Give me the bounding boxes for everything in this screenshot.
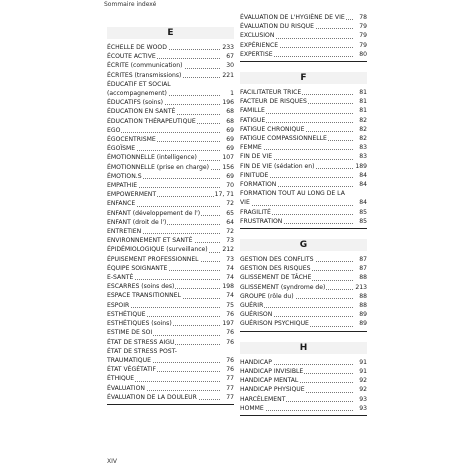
index-entry	[240, 358, 367, 367]
index-entry	[240, 13, 367, 22]
index-term: EGO	[107, 126, 121, 134]
index-entry	[107, 227, 234, 236]
index-entry	[107, 190, 234, 199]
index-term: EMPATHIE	[107, 182, 138, 190]
index-term: ÉVALUATION	[107, 384, 145, 392]
index-entry	[240, 208, 367, 217]
page-reference: 87	[359, 256, 367, 264]
index-term: ÉTAT DE STRESS AIGU	[107, 338, 175, 346]
page-reference: 92	[359, 386, 367, 394]
index-term: ÉCHELLE DE WOOD	[107, 44, 167, 51]
index-entry	[107, 80, 234, 98]
page-reference: 84	[359, 199, 367, 207]
index-entry	[240, 273, 367, 282]
index-entry	[107, 374, 234, 383]
page-reference: 69	[226, 172, 234, 180]
index-entry	[107, 384, 234, 393]
index-term: ESTHÉTIQUE	[107, 310, 146, 318]
index-term: FORMATION	[240, 181, 277, 189]
page-reference: 76	[226, 356, 234, 364]
index-column-right	[240, 13, 367, 416]
index-term: ENFANT (droit de l')	[107, 218, 167, 226]
index-term: HANDICAP INVISIBLE	[240, 367, 304, 375]
index-entry	[240, 134, 367, 143]
index-term: ÉTHIQUE	[107, 375, 135, 383]
index-term: ESTIME DE SOI	[107, 329, 153, 337]
page-reference: 68	[226, 117, 234, 125]
page-reference: 69	[226, 145, 234, 153]
index-entry	[107, 181, 234, 190]
page-reference: 197	[222, 320, 234, 328]
page-reference: 85	[359, 208, 367, 216]
index-entry	[240, 319, 367, 328]
index-term: ÉVALUATION DE LA DOULEUR	[107, 393, 197, 401]
index-entry	[240, 162, 367, 171]
index-term: E-SANTÉ	[107, 274, 134, 282]
index-entry	[240, 125, 367, 134]
letter-heading-e: E	[107, 27, 234, 39]
index-term: FAMILLE	[240, 107, 265, 115]
page-reference: 73	[226, 255, 234, 263]
index-entry	[240, 189, 367, 207]
index-entry	[107, 98, 234, 107]
page-reference: 212	[222, 246, 234, 254]
page-reference: 64	[226, 218, 234, 226]
page-reference: 76	[226, 366, 234, 374]
page-reference: 89	[359, 311, 367, 319]
page-reference: 213	[355, 283, 367, 291]
section-gap	[240, 229, 367, 239]
entry-list-e	[107, 43, 234, 405]
index-term: ÉVALUATION DE L'HYGIÈNE DE VIE	[240, 14, 345, 21]
page-reference: 67	[226, 53, 234, 61]
page-reference: 17, 71	[214, 191, 234, 199]
index-term: ÉVALUATION DU RISQUE	[240, 23, 314, 31]
index-term: ÉTAT VÉGÉTATIF	[107, 366, 157, 374]
dot-leader	[240, 205, 353, 206]
page-reference: 76	[226, 310, 234, 318]
index-term: FEMME	[240, 144, 262, 152]
index-entry	[107, 236, 234, 245]
index-section	[240, 62, 367, 229]
index-term: HOMME	[240, 404, 264, 412]
index-term: ÉPIDÉMIOLOGIQUE (surveillance)	[107, 246, 208, 254]
page-reference: 30	[226, 62, 234, 70]
page-reference: 196	[222, 99, 234, 107]
page-reference: 91	[359, 367, 367, 375]
page-reference: 156	[222, 163, 234, 171]
index-term: EXPÉRIENCE	[240, 41, 279, 49]
index-term: FRAGILITÉ	[240, 208, 271, 216]
index-entry	[240, 385, 367, 394]
index-entry	[240, 116, 367, 125]
index-entry	[107, 153, 234, 162]
letter-heading: H	[240, 342, 367, 354]
page-reference: 87	[359, 265, 367, 273]
page-reference: 80	[359, 50, 367, 58]
index-term: ÉQUIPE SOIGNANTE	[107, 264, 168, 272]
index-entry	[107, 245, 234, 254]
index-entry	[240, 97, 367, 106]
index-term: ENFANCE	[107, 200, 136, 208]
index-term: FIN DE VIE	[240, 153, 273, 161]
index-term: GROUPE (rôle du)	[240, 292, 294, 300]
index-entry	[107, 264, 234, 273]
section-divider	[240, 415, 367, 416]
index-entry	[107, 310, 234, 319]
index-term: HANDICAP	[240, 358, 272, 366]
index-term: ESPACE TRANSITIONNEL	[107, 292, 181, 300]
index-entry	[107, 328, 234, 337]
index-entry	[240, 143, 367, 152]
index-entry	[240, 88, 367, 97]
index-term: ÉDUCATIFS (soins)	[107, 99, 164, 107]
index-entry	[240, 31, 367, 40]
index-entry	[107, 365, 234, 374]
index-term: ESCARRES (soins des)	[107, 283, 175, 291]
index-entry	[240, 404, 367, 413]
index-term: FRUSTRATION	[240, 217, 283, 225]
index-term: GLISSEMENT DE TÂCHE	[240, 274, 312, 282]
page-reference: 82	[359, 125, 367, 133]
index-term: HANDICAP MENTAL	[240, 377, 299, 385]
index-entry	[240, 283, 367, 292]
index-entry	[107, 199, 234, 208]
index-term: FACILITATEUR TRICE	[240, 89, 302, 97]
index-term: ÉCRITE (communication)	[107, 62, 183, 70]
index-term: ÉCOUTE ACTIVE	[107, 53, 156, 61]
index-entry	[240, 301, 367, 310]
index-term: FATIGUE COMPASSIONNELLE	[240, 135, 327, 143]
index-entry	[107, 319, 234, 328]
index-term: FATIGUE	[240, 116, 266, 124]
section-gap	[240, 62, 367, 72]
index-entry	[107, 107, 234, 116]
page-reference: 74	[226, 274, 234, 282]
page-reference: 233	[222, 44, 234, 51]
index-entry	[240, 106, 367, 115]
index-entry	[240, 376, 367, 385]
index-term: FIN DE VIE (sédation en)	[240, 162, 315, 170]
index-entry	[107, 43, 234, 52]
page-reference: 74	[226, 292, 234, 300]
index-term: ESTHÉTIQUES (soins)	[107, 320, 172, 328]
page-reference: 89	[359, 320, 367, 328]
index-entry	[240, 180, 367, 189]
index-section	[240, 332, 367, 416]
index-term: FORMATION TOUT AU LONG DE LA VIE	[240, 190, 345, 207]
index-term: GUÉRIR	[240, 302, 264, 310]
index-entry	[107, 273, 234, 282]
index-term: FACTEUR DE RISQUES	[240, 98, 307, 106]
running-title: Sommaire indexé	[104, 1, 157, 8]
index-term: GLISSEMENT (syndrome de)	[240, 283, 326, 291]
index-term: ÉMOTIONNELLE (prise en charge)	[107, 163, 209, 171]
index-term: ENVIRONNEMENT ET SANTÉ	[107, 237, 193, 245]
index-entry	[240, 292, 367, 301]
index-entry	[240, 395, 367, 404]
index-entry	[107, 135, 234, 144]
index-term: FATIGUE CHRONIQUE	[240, 125, 305, 133]
index-term: ÉGOÏSME	[107, 145, 136, 153]
page-reference: 75	[226, 301, 234, 309]
page-reference: 73	[226, 237, 234, 245]
index-section	[240, 229, 367, 332]
index-term: ÉMOTIONNELLE (intelligence)	[107, 154, 197, 162]
page-reference: 76	[226, 329, 234, 337]
index-term: ÉPUISEMENT PROFESSIONNEL	[107, 255, 199, 263]
page-reference: 83	[359, 144, 367, 152]
page-reference: 189	[355, 162, 367, 170]
index-term: HANDICAP PHYSIQUE	[240, 386, 305, 394]
page-reference: 82	[359, 116, 367, 124]
index-term: EXCLUSION	[240, 32, 275, 40]
page-reference: 1	[230, 90, 234, 98]
index-term: ÉCRITES (transmissions)	[107, 71, 182, 79]
index-entry	[107, 291, 234, 300]
index-column-left	[107, 27, 234, 405]
index-entry	[107, 126, 234, 135]
index-entry	[240, 310, 367, 319]
page-reference: 93	[359, 404, 367, 412]
page-reference: 72	[226, 200, 234, 208]
page-reference: 65	[226, 209, 234, 217]
index-entry	[107, 61, 234, 70]
index-entry	[240, 255, 367, 264]
index-entry	[107, 172, 234, 181]
section-divider	[107, 404, 234, 405]
page-reference: 79	[359, 41, 367, 49]
index-term: GUÉRISON	[240, 311, 273, 319]
page-reference: 93	[359, 395, 367, 403]
letter-heading: F	[240, 72, 367, 84]
page-reference: 77	[226, 384, 234, 392]
page-reference: 221	[222, 71, 234, 79]
index-entry	[240, 264, 367, 273]
index-term: ÉGOCENTRISME	[107, 136, 156, 144]
page-reference: 77	[226, 375, 234, 383]
page-reference: 77	[226, 393, 234, 401]
page-reference: 72	[226, 228, 234, 236]
index-entry	[240, 22, 367, 31]
index-entry	[240, 50, 367, 59]
index-entry	[240, 367, 367, 376]
index-term: GUÉRISON PSYCHIQUE	[240, 320, 309, 328]
index-entry	[107, 163, 234, 172]
page-reference: 69	[226, 126, 234, 134]
page-reference: 79	[359, 23, 367, 31]
index-section	[240, 13, 367, 62]
index-term: EXPERTISE	[240, 50, 273, 58]
index-term: HARCÈLEMENT	[240, 395, 286, 403]
index-entry	[107, 347, 234, 365]
page-reference: 84	[359, 181, 367, 189]
index-entry	[107, 393, 234, 402]
index-term: EMPOWERMENT	[107, 191, 157, 199]
page-reference: 74	[226, 264, 234, 272]
index-entry	[107, 255, 234, 264]
page-folio: XIV	[107, 458, 117, 465]
index-term: ÉDUCATION THÉRAPEUTIQUE	[107, 117, 196, 125]
index-entry	[107, 282, 234, 291]
page-reference: 78	[359, 14, 367, 21]
index-entry	[107, 117, 234, 126]
page-reference: 68	[226, 108, 234, 116]
dot-leader	[107, 132, 220, 133]
page-reference: 70	[226, 182, 234, 190]
page-reference: 88	[359, 302, 367, 310]
index-entry	[107, 209, 234, 218]
page-reference: 76	[226, 338, 234, 346]
index-term: GESTION DES RISQUES	[240, 265, 311, 273]
index-term: ÉMOTION.S	[107, 172, 142, 180]
page-reference: 88	[359, 274, 367, 282]
index-term: ENFANT (développement de l')	[107, 209, 201, 217]
page-reference: 81	[359, 98, 367, 106]
index-term: ÉDUCATIF ET SOCIAL (accompagnement)	[107, 80, 171, 98]
page-reference: 92	[359, 377, 367, 385]
index-term: ENTRETIEN	[107, 228, 142, 236]
index-entry	[107, 52, 234, 61]
index-entry	[107, 338, 234, 347]
index-entry	[107, 144, 234, 153]
page-reference: 107	[222, 154, 234, 162]
page-reference: 91	[359, 358, 367, 366]
index-term: FINITUDE	[240, 171, 269, 179]
section-gap	[240, 332, 367, 342]
page-reference: 85	[359, 217, 367, 225]
index-term: ÉDUCATION EN SANTÉ	[107, 108, 176, 116]
page-reference: 83	[359, 153, 367, 161]
index-entry	[240, 217, 367, 226]
index-entry	[107, 301, 234, 310]
page-reference: 81	[359, 89, 367, 97]
index-term: ÉTAT DE STRESS POST-TRAUMATIQUE	[107, 347, 177, 364]
page-reference: 82	[359, 135, 367, 143]
page-reference: 198	[222, 283, 234, 291]
page-reference: 88	[359, 292, 367, 300]
index-entry	[240, 171, 367, 180]
letter-heading: G	[240, 239, 367, 251]
index-entry	[107, 71, 234, 80]
page-reference: 69	[226, 136, 234, 144]
page-reference: 81	[359, 107, 367, 115]
index-term: ESPOIR	[107, 301, 130, 309]
index-entry	[107, 218, 234, 227]
page-reference: 79	[359, 32, 367, 40]
index-entry	[240, 152, 367, 161]
index-term: GESTION DES CONFLITS	[240, 256, 314, 264]
index-entry	[240, 41, 367, 50]
page-reference: 84	[359, 171, 367, 179]
